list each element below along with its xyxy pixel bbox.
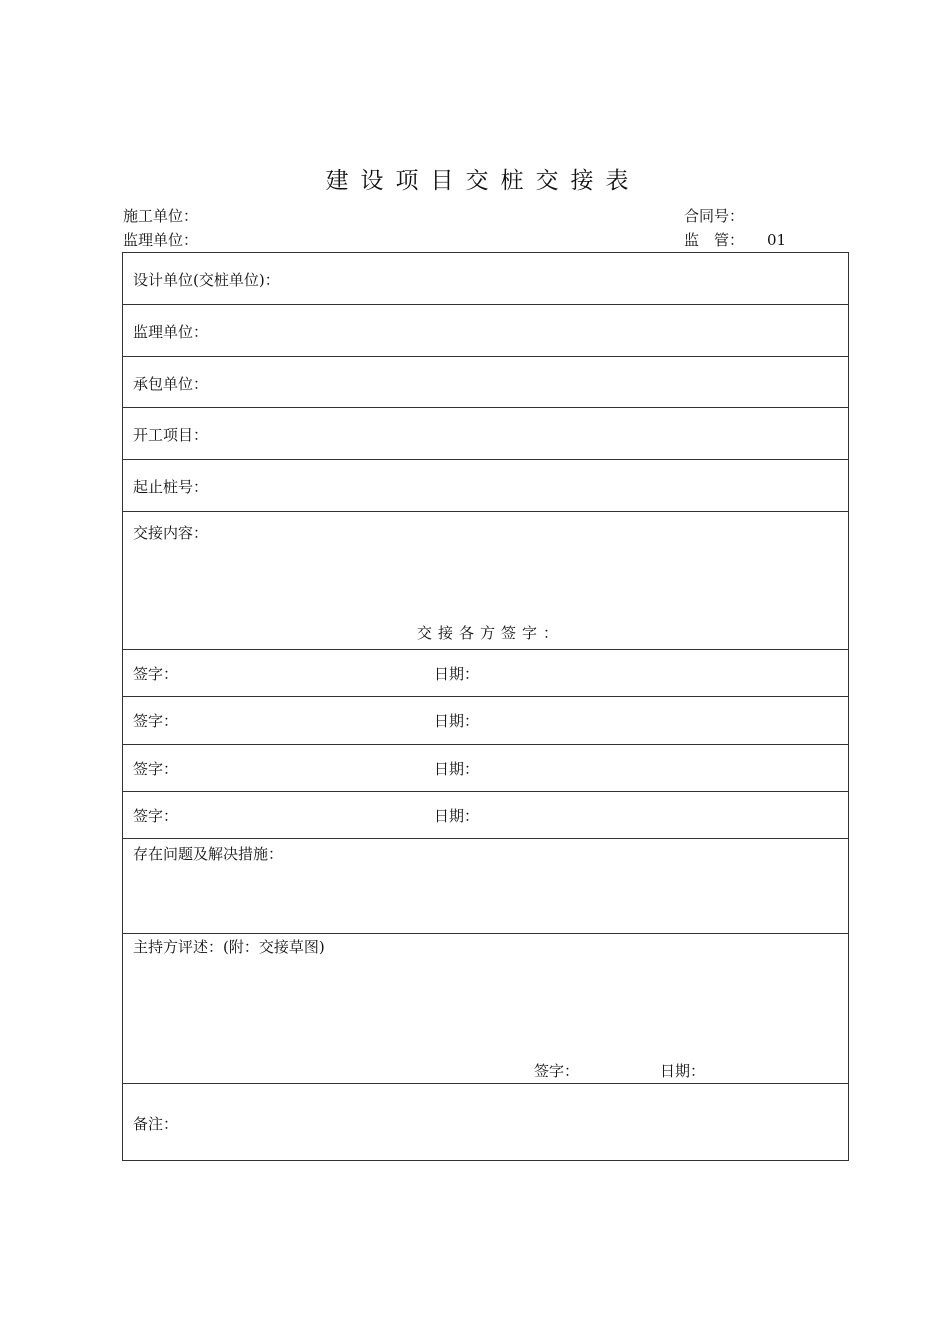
contractor-unit-row[interactable] (123, 357, 848, 408)
signature-label: 签字： (133, 712, 179, 730)
signature-label: 签字： (133, 807, 179, 825)
signature-label: 签字： (133, 665, 179, 683)
contract-no-label: 合同号： (684, 207, 745, 225)
design-unit-row[interactable] (123, 253, 848, 305)
host-signature-label: 签字： (534, 1062, 580, 1080)
remarks-label: 备注： (133, 1115, 179, 1133)
supervision-unit-header-label: 监理单位： (123, 231, 199, 249)
signature-row[interactable] (123, 697, 848, 745)
remarks-row[interactable] (123, 1084, 848, 1161)
handover-form (122, 252, 849, 1161)
start-project-label: 开工项目： (133, 426, 209, 444)
stake-range-row[interactable] (123, 460, 848, 512)
construction-unit-label: 施工单位： (123, 207, 199, 225)
design-unit-label: 设计单位(交桩单位)： (133, 271, 280, 289)
host-comment-label: 主持方评述：(附：交接草图) (133, 938, 325, 956)
signature-label: 签字： (133, 760, 179, 778)
handover-content-row[interactable] (123, 512, 848, 650)
contractor-unit-label: 承包单位： (133, 375, 209, 393)
signature-row[interactable] (123, 650, 848, 697)
supervision-label: 监 管： (684, 231, 745, 249)
issues-row[interactable] (123, 839, 848, 934)
supervision-unit-row[interactable] (123, 305, 848, 357)
date-label: 日期： (434, 712, 480, 730)
host-date-label: 日期： (660, 1062, 706, 1080)
signature-row[interactable] (123, 792, 848, 839)
issues-label: 存在问题及解决措施： (133, 845, 284, 863)
host-comment-row[interactable] (123, 934, 848, 1084)
page-title: 建设项目交桩交接表 (325, 168, 641, 194)
date-label: 日期： (434, 665, 480, 683)
supervision-value: 01 (767, 231, 787, 249)
signatures-title: 交接各方签字： (417, 624, 565, 642)
handover-content-label: 交接内容： (133, 524, 209, 542)
date-label: 日期： (434, 760, 480, 778)
signature-row[interactable] (123, 745, 848, 792)
date-label: 日期： (434, 807, 480, 825)
start-project-row[interactable] (123, 408, 848, 460)
supervision-unit-label: 监理单位： (133, 323, 209, 341)
stake-range-label: 起止桩号： (133, 478, 209, 496)
